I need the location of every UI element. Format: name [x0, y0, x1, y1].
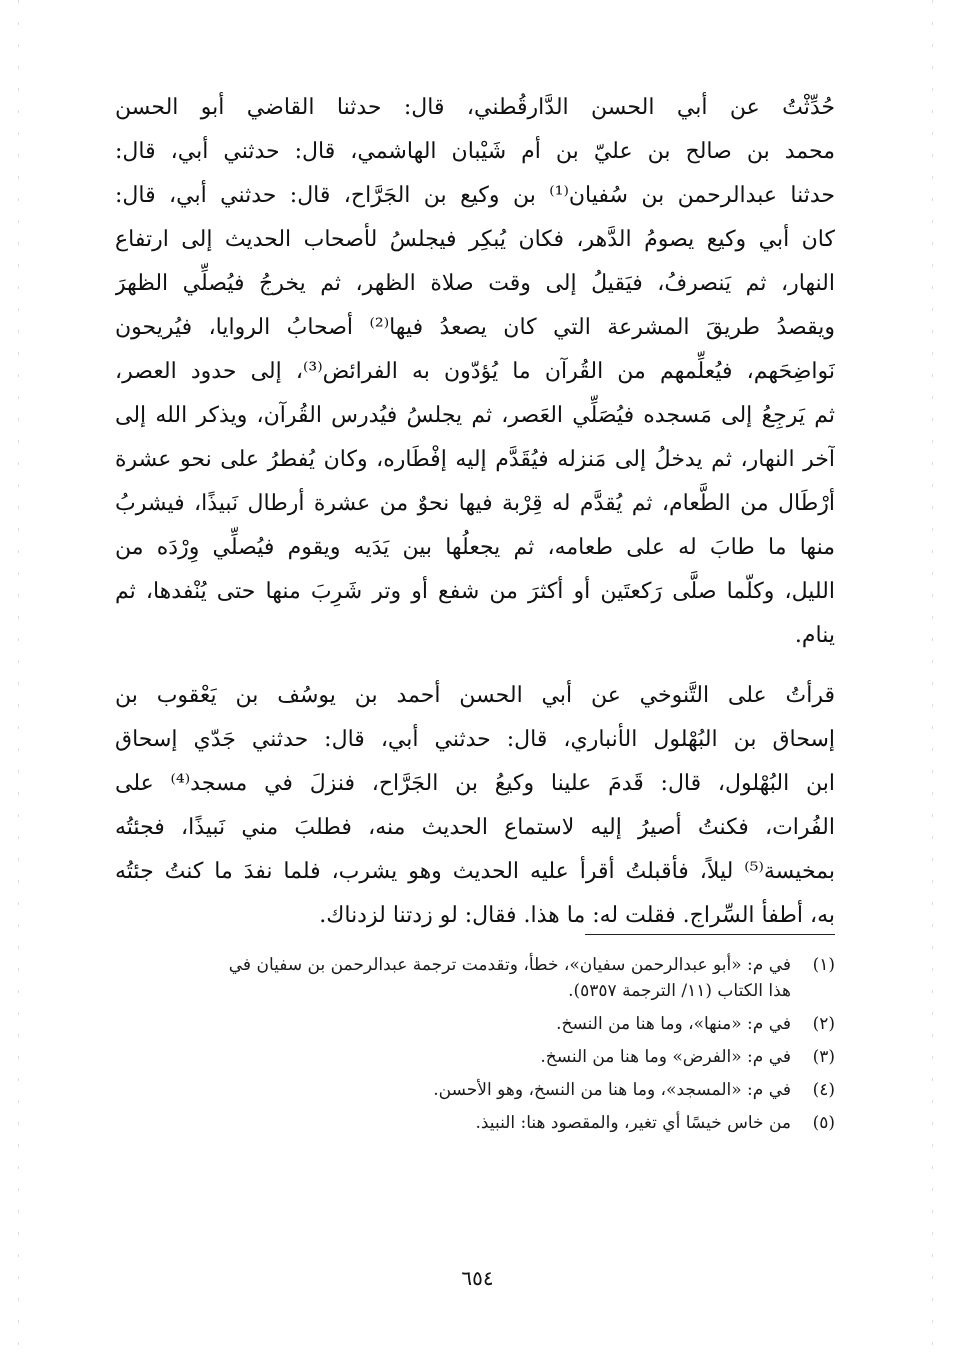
footnote	[115, 1044, 835, 1070]
footnote-text	[115, 952, 791, 1004]
text-line: محمد بن صالح بن عليّ بن أم شَيْبان الهاشمي، قال: حدثني أبي، قال:	[115, 139, 835, 164]
text-line: كان أبي وكيع يصومُ الدَّهر، فكان يُبكِر فيجلسُ لأصحاب الحديث إلى ارتفاع	[115, 227, 835, 252]
text-line: ويقصدُ طريقَ المشرعة التي كان يصعدُ فيها⁽²⁾ أصحابُ الروايا، فيُريحون	[115, 315, 835, 340]
page-number: ٦٥٤	[461, 1266, 494, 1290]
text-line: ثم يَرجِعُ إلى مَسجده فيُصَلِّي العَصر، ثم يجلسُ فيُدرس القُرآن، ويذكر الله إلى	[115, 403, 835, 428]
text-line: إسحاق بن البُهْلول الأنباري، قال: حدثني أبي، قال: حدثني جَدّي إسحاق	[115, 727, 835, 752]
footnote	[115, 1011, 835, 1037]
text-line: الليل، وكلّما صلَّى رَكعتَين أو أكثرَ من شفع أو وتر شَرِبَ منها حتى يُنْفدها، ثم	[115, 579, 835, 604]
footnote-number: (١)	[812, 955, 835, 975]
scan-edge-right	[932, 0, 933, 1363]
footnote-number: (٥)	[812, 1113, 835, 1133]
text-line: حُدِّثْتُ عن أبي الحسن الدَّارقُطني، قال: حدثنا القاضي أبو الحسن	[115, 95, 835, 120]
footnote-text	[115, 1110, 791, 1136]
footnote-line: في م: «المسجد»، وما هنا من النسخ، وهو الأحسن.	[433, 1080, 791, 1100]
footnote	[115, 1077, 835, 1103]
paragraph-2	[115, 674, 835, 938]
text-line: حدثنا عبدالرحمن بن سُفيان⁽¹⁾ بن وكيع بن الجَرَّاح، قال: حدثني أبي، قال:	[115, 183, 835, 208]
paragraph-1	[115, 86, 835, 658]
footnote-separator	[585, 934, 835, 935]
footnote-text	[115, 1044, 791, 1070]
footnotes	[115, 952, 835, 1143]
text-line: بمخيسة⁽⁵⁾ ليلاً، فأقبلتُ أقرأ عليه الحديث وهو يشرب، فلما نفدَ ما كنتُ جئتُه	[115, 859, 835, 884]
footnote-text	[115, 1011, 791, 1037]
text-line: آخر النهار، ثم يدخلُ إلى مَنزله فيُقَدَّم إليه إفْطَاره، وكان يُفطرُ على نحو عشرة	[115, 447, 835, 472]
footnote-text	[115, 1077, 791, 1103]
text-line: منها ما طابَ له على طعامه، ثم يجعلُها بين يَدَيه ويقوم فيُصلِّي وِرْدَه من	[115, 535, 835, 560]
footnote-line: في م: «أبو عبدالرحمن سفيان»، خطأ، وتقدمت ترجمة عبدالرحمن بن سفيان في	[228, 955, 791, 975]
text-line: نَواضِحَهم، فيُعلِّمهم من القُرآن ما يُؤدّون به الفرائض⁽³⁾، إلى حدود العصر،	[115, 359, 835, 384]
footnote	[115, 952, 835, 1004]
text-line: أرْطَال من الطَّعام، ثم يُقدَّم له قِرْبة فيها نحوٌ من عشرة أرطال نَبيذًا، فيشربُ	[115, 491, 835, 516]
footnote-line: هذا الكتاب (١١/ الترجمة ٥٣٥٧).	[568, 981, 791, 1001]
footnote-line: في م: «الفرض» وما هنا من النسخ.	[540, 1047, 791, 1067]
text-line: ينام.	[794, 623, 835, 648]
footnote	[115, 1110, 835, 1136]
footnote-line: من خاس خيسًا أي تغير، والمقصود هنا: النبيذ.	[475, 1113, 791, 1133]
footnote-number: (٤)	[812, 1080, 835, 1100]
text-line: قرأتُ على التَّنوخي عن أبي الحسن أحمد بن يوسُف بن يَعْقوب بن	[115, 683, 835, 708]
footnote-number: (٣)	[812, 1047, 835, 1067]
text-line: الفُرات، فكنتُ أصيرُ إليه لاستماع الحديث منه، فطلبَ مني نَبيذًا، فجئتُه	[115, 815, 835, 840]
text-line: به، أطفأ السِّراج. فقلت له: ما هذا. فقال: لو زدتنا لزدناك.	[319, 903, 835, 928]
footnote-line: في م: «منها»، وما هنا من النسخ.	[556, 1014, 791, 1034]
scan-edge-left	[18, 0, 19, 1363]
text-line: ابن البُهْلول، قال: قَدمَ علينا وكيعُ بن الجَرَّاح، فنزلَ في مسجد⁽⁴⁾ على	[115, 771, 835, 796]
text-line: النهار، ثم يَنصرفُ، فيَقيلُ إلى وقت صلاة الظهر، ثم يخرجُ فيُصلِّي الظهرَ	[115, 271, 835, 296]
footnote-number: (٢)	[812, 1014, 835, 1034]
